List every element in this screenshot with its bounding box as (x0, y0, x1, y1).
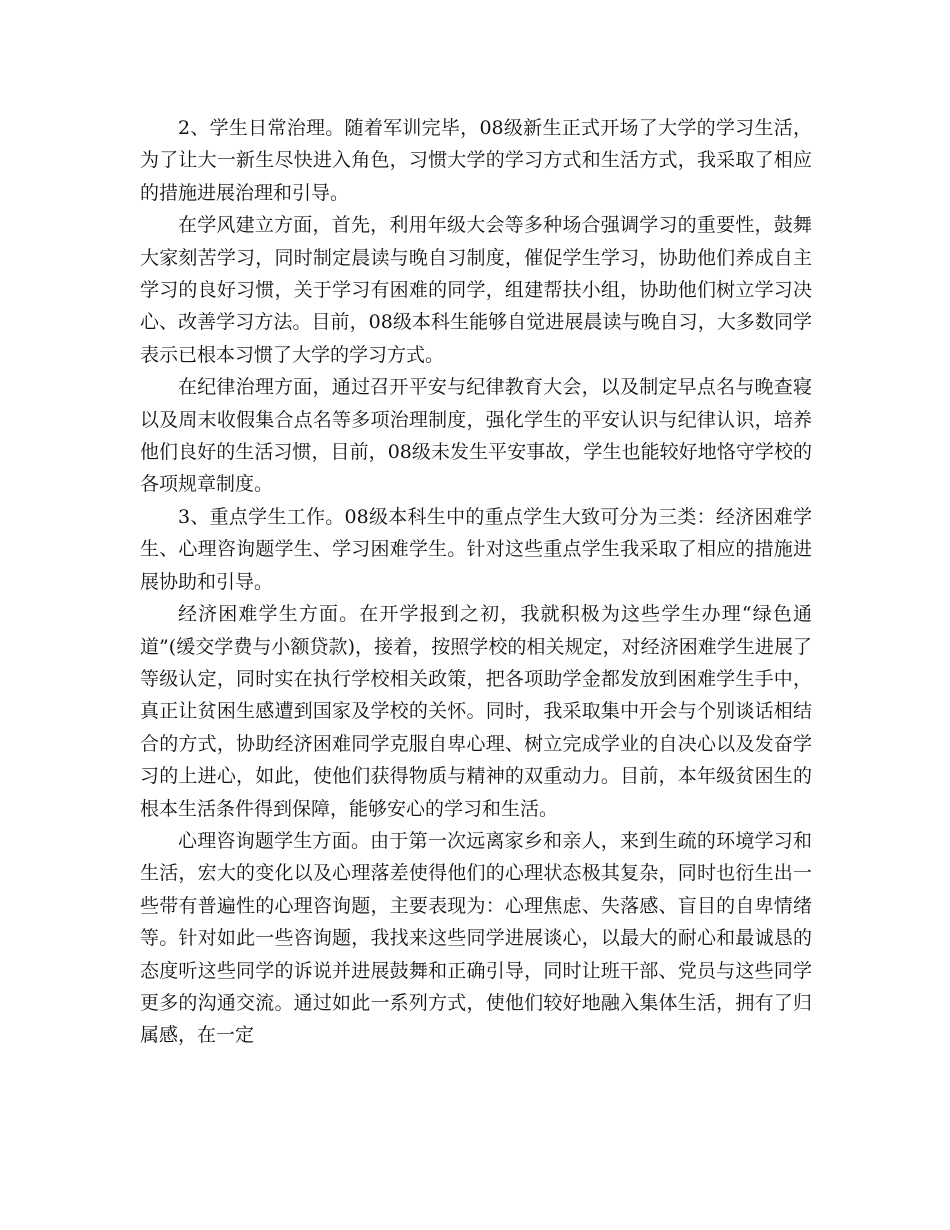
document-body (140, 112, 812, 1052)
paragraph-student-management: 2、学生日常治理。随着军训完毕，08级新生正式开场了大学的学习生活，为了让大一新生尽快进入角色，习惯大学的学习方式和生活方式，我采取了相应的措施进展治理和引导。 (140, 117, 812, 204)
paragraph-financial-aid: 经济困难学生方面。在开学报到之初，我就积极为这些学生办理“绿色通道”(缓交学费与小额贷款)，接着，按照学校的相关规定，对经济困难学生进展了等级认定，同时实在执行学校相关政策，把各项助学金都发放到困难学生手中，真正让贫困生感遭到国家及学校的关怀。同时，我采取集中开会与个别谈话相结合的方式，协助经济困难同学克服自卑心理、树立完成学业的自决心以及发奋学习的上进心，如此，使他们获得物质与精神的双重动力。目前，本年级贫困生的根本生活条件得到保障，能够安心的学习和生活。 (140, 603, 812, 820)
paragraph-study-style: 在学风建立方面，首先，利用年级大会等多种场合强调学习的重要性，鼓舞大家刻苦学习，同时制定晨读与晚自习制度，催促学生学习，协助他们养成自主学习的良好习惯，关于学习有困难的同学，组建帮扶小组，协助他们树立学习决心、改善学习方法。目前，08级本科生能够自觉进展晨读与晚自习，大多数同学表示已根本习惯了大学的学习方式。 (140, 214, 812, 366)
paragraph-discipline: 在纪律治理方面，通过召开平安与纪律教育大会，以及制定早点名与晚查寝以及周末收假集合点名等多项治理制度，强化学生的平安认识与纪律认识，培养他们良好的生活习惯，目前，08级未发生平安事故，学生也能较好地恪守学校的各项规章制度。 (140, 376, 812, 496)
paragraph-psychological: 心理咨询题学生方面。由于第一次远离家乡和亲人，来到生疏的环境学习和生活，宏大的变化以及心理落差使得他们的心理状态极其复杂，同时也衍生出一些带有普遍性的心理咨询题，主要表现为：心理焦虑、失落感、盲目的自卑情绪等。针对如此一些咨询题，我找来这些同学进展谈心，以最大的耐心和最诚恳的态度听这些同学的诉说并进展鼓舞和正确引导，同时让班干部、党员与这些同学更多的沟通交流。通过如此一系列方式，使他们较好地融入集体生活，拥有了归属感，在一定 (140, 829, 812, 1047)
paragraph-key-students: 3、重点学生工作。08级本科生中的重点学生大致可分为三类：经济困难学生、心理咨询题学生、学习困难学生。针对这些重点学生我采取了相应的措施进展协助和引导。 (140, 505, 812, 593)
